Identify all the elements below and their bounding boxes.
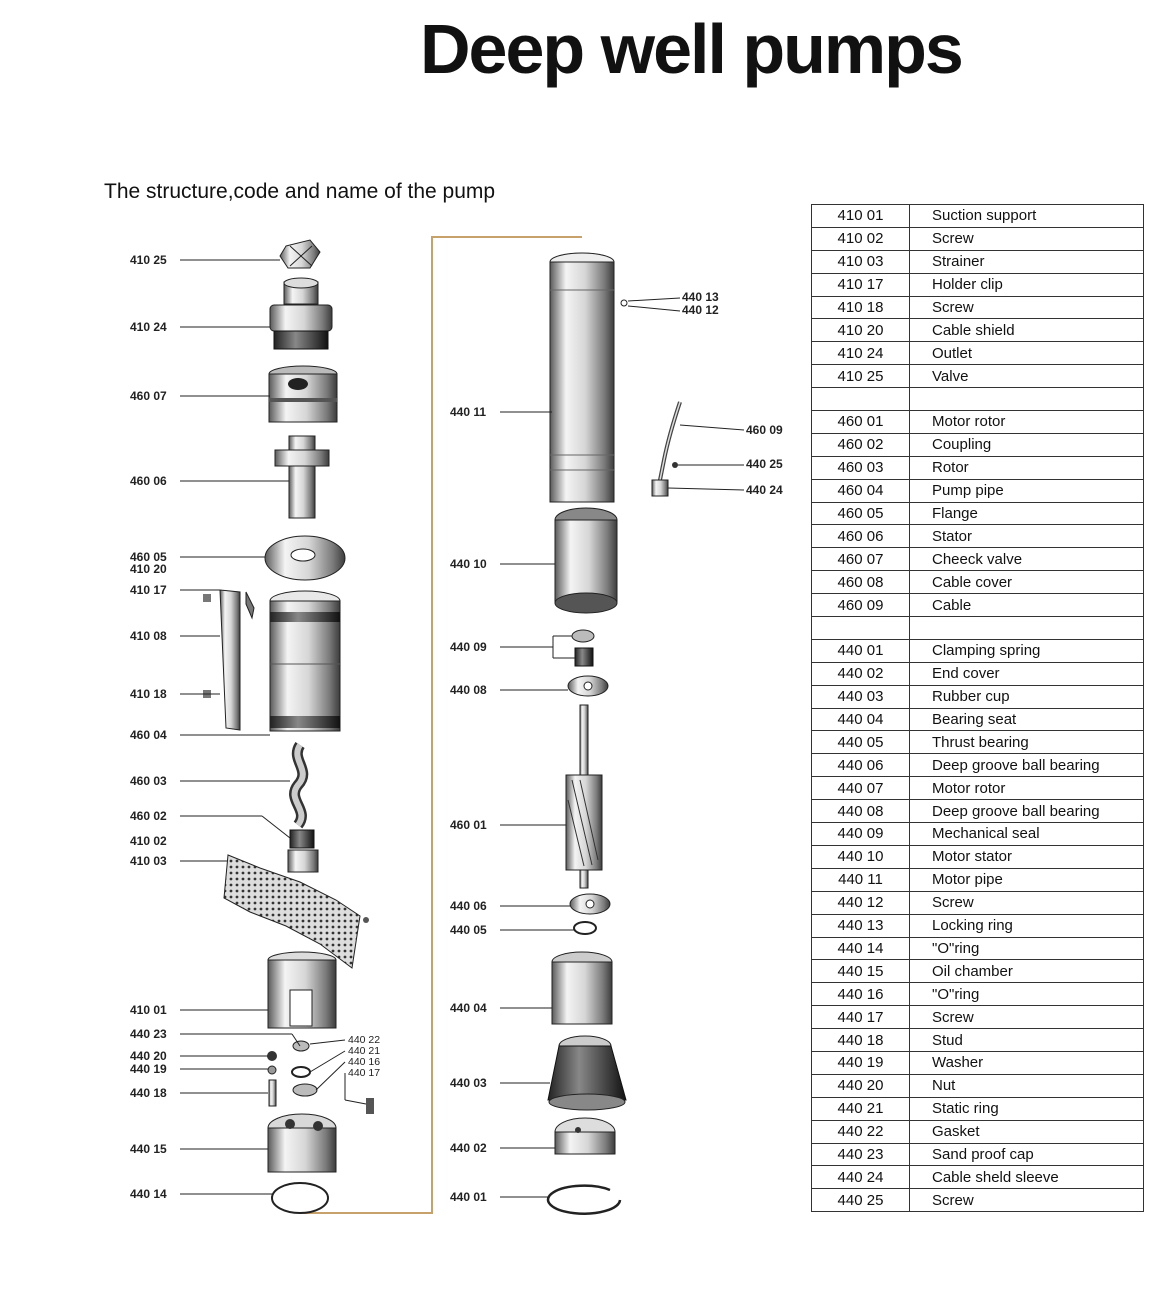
part-code: 460 01 bbox=[812, 411, 910, 434]
label-410-20: 410 20 bbox=[130, 562, 167, 576]
part-code: 440 24 bbox=[812, 1166, 910, 1189]
part-name: Screw bbox=[910, 1189, 1144, 1212]
label-460-01: 460 01 bbox=[450, 818, 487, 832]
label-440-15: 440 15 bbox=[130, 1142, 167, 1156]
part-code: 440 03 bbox=[812, 685, 910, 708]
part-code: 440 22 bbox=[812, 1120, 910, 1143]
cable-part bbox=[652, 402, 680, 496]
label-440-17: 440 17 bbox=[348, 1067, 381, 1079]
table-row bbox=[812, 731, 1144, 754]
part-name bbox=[910, 388, 1144, 411]
part-code: 440 08 bbox=[812, 800, 910, 823]
table-row bbox=[812, 914, 1144, 937]
part-name: Holder clip bbox=[910, 273, 1144, 296]
table-row bbox=[812, 571, 1144, 594]
table-row bbox=[812, 296, 1144, 319]
table-row bbox=[812, 319, 1144, 342]
part-name: Gasket bbox=[910, 1120, 1144, 1143]
part-name: "O"ring bbox=[910, 937, 1144, 960]
part-name: Thrust bearing bbox=[910, 731, 1144, 754]
label-460-05: 460 05 bbox=[130, 550, 167, 564]
part-name: "O"ring bbox=[910, 983, 1144, 1006]
table-row bbox=[812, 1166, 1144, 1189]
part-code: 440 19 bbox=[812, 1051, 910, 1074]
part-code: 440 09 bbox=[812, 823, 910, 846]
rubber-cup-part bbox=[548, 1036, 626, 1110]
table-row bbox=[812, 708, 1144, 731]
label-440-01: 440 01 bbox=[450, 1190, 487, 1204]
rotor-part bbox=[295, 745, 303, 825]
oil-chamber-part bbox=[268, 1114, 336, 1172]
part-code: 410 20 bbox=[812, 319, 910, 342]
label-460-07: 460 07 bbox=[130, 389, 167, 403]
table-row bbox=[812, 479, 1144, 502]
label-410-02: 410 02 bbox=[130, 834, 167, 848]
part-name: Cable cover bbox=[910, 571, 1144, 594]
label-410-18: 410 18 bbox=[130, 687, 167, 701]
part-code: 440 18 bbox=[812, 1029, 910, 1052]
part-code: 440 16 bbox=[812, 983, 910, 1006]
table-row bbox=[812, 639, 1144, 662]
valve-part bbox=[280, 240, 320, 268]
motor-pipe-part bbox=[550, 253, 627, 502]
part-name: Nut bbox=[910, 1074, 1144, 1097]
label-440-23: 440 23 bbox=[130, 1027, 167, 1041]
part-name: Screw bbox=[910, 227, 1144, 250]
part-code: 460 05 bbox=[812, 502, 910, 525]
page-title: Deep well pumps bbox=[420, 10, 962, 88]
part-name: Cheeck valve bbox=[910, 548, 1144, 571]
part-code bbox=[812, 388, 910, 411]
part-code: 460 04 bbox=[812, 479, 910, 502]
label-410-17: 410 17 bbox=[130, 583, 167, 597]
subtitle: The structure,code and name of the pump bbox=[104, 180, 496, 203]
part-name: Screw bbox=[910, 1006, 1144, 1029]
label-460-02: 460 02 bbox=[130, 809, 167, 823]
table-row bbox=[812, 250, 1144, 273]
assembly-connector-line bbox=[300, 237, 582, 1213]
part-code: 410 02 bbox=[812, 227, 910, 250]
part-code: 440 15 bbox=[812, 960, 910, 983]
table-row bbox=[812, 777, 1144, 800]
part-name: Cable bbox=[910, 594, 1144, 617]
table-row bbox=[812, 685, 1144, 708]
table-row bbox=[812, 1051, 1144, 1074]
label-440-04: 440 04 bbox=[450, 1001, 487, 1015]
suction-support-part bbox=[268, 952, 336, 1028]
part-name: Outlet bbox=[910, 342, 1144, 365]
label-460-09: 460 09 bbox=[746, 423, 783, 437]
part-name: Sand proof cap bbox=[910, 1143, 1144, 1166]
label-410-25: 410 25 bbox=[130, 253, 167, 267]
pump-pipe-part bbox=[270, 591, 340, 731]
label-460-04: 460 04 bbox=[130, 728, 167, 742]
part-name: Mechanical seal bbox=[910, 823, 1144, 846]
ball-bearing-upper-part bbox=[568, 676, 608, 696]
part-name: Valve bbox=[910, 365, 1144, 388]
part-code: 440 10 bbox=[812, 845, 910, 868]
table-row bbox=[812, 823, 1144, 846]
label-440-24: 440 24 bbox=[746, 483, 783, 497]
table-row bbox=[812, 1074, 1144, 1097]
part-code: 440 14 bbox=[812, 937, 910, 960]
mechanical-seal-part bbox=[572, 630, 594, 666]
label-440-06: 440 06 bbox=[450, 899, 487, 913]
part-name: Locking ring bbox=[910, 914, 1144, 937]
table-row bbox=[812, 548, 1144, 571]
part-name: Motor stator bbox=[910, 845, 1144, 868]
part-name: Screw bbox=[910, 891, 1144, 914]
part-code: 440 11 bbox=[812, 868, 910, 891]
part-code: 410 25 bbox=[812, 365, 910, 388]
part-code: 410 18 bbox=[812, 296, 910, 319]
label-460-06: 460 06 bbox=[130, 474, 167, 488]
label-440-02: 440 02 bbox=[450, 1141, 487, 1155]
table-row bbox=[812, 800, 1144, 823]
label-440-20: 440 20 bbox=[130, 1049, 167, 1063]
label-440-16: 440 16 bbox=[348, 1056, 381, 1068]
part-name: Stud bbox=[910, 1029, 1144, 1052]
table-row bbox=[812, 891, 1144, 914]
table-row bbox=[812, 937, 1144, 960]
part-code: 440 25 bbox=[812, 1189, 910, 1212]
part-code: 440 17 bbox=[812, 1006, 910, 1029]
label-440-09: 440 09 bbox=[450, 640, 487, 654]
part-name: Screw bbox=[910, 296, 1144, 319]
outlet-part bbox=[270, 278, 332, 349]
flange-part bbox=[265, 536, 345, 580]
label-440-12: 440 12 bbox=[682, 303, 719, 317]
part-name: Clamping spring bbox=[910, 639, 1144, 662]
table-row bbox=[812, 227, 1144, 250]
table-row bbox=[812, 273, 1144, 296]
part-code: 460 03 bbox=[812, 456, 910, 479]
part-name: Stator bbox=[910, 525, 1144, 548]
table-row bbox=[812, 754, 1144, 777]
part-name: Pump pipe bbox=[910, 479, 1144, 502]
label-440-03: 440 03 bbox=[450, 1076, 487, 1090]
part-name: Flange bbox=[910, 502, 1144, 525]
table-row bbox=[812, 525, 1144, 548]
part-code: 440 06 bbox=[812, 754, 910, 777]
part-code: 440 07 bbox=[812, 777, 910, 800]
table-row bbox=[812, 1120, 1144, 1143]
label-440-11: 440 11 bbox=[450, 405, 487, 419]
table-row bbox=[812, 617, 1144, 640]
label-410-03: 410 03 bbox=[130, 854, 167, 868]
label-440-14: 440 14 bbox=[130, 1187, 167, 1201]
table-row bbox=[812, 868, 1144, 891]
table-row bbox=[812, 1097, 1144, 1120]
part-code: 460 02 bbox=[812, 433, 910, 456]
label-440-22: 440 22 bbox=[348, 1034, 381, 1046]
check-valve-part bbox=[269, 366, 337, 422]
part-code: 440 20 bbox=[812, 1074, 910, 1097]
table-row bbox=[812, 1006, 1144, 1029]
part-code: 410 17 bbox=[812, 273, 910, 296]
part-name: End cover bbox=[910, 662, 1144, 685]
table-row bbox=[812, 411, 1144, 434]
label-440-08: 440 08 bbox=[450, 683, 487, 697]
table-row bbox=[812, 1143, 1144, 1166]
table-row bbox=[812, 365, 1144, 388]
part-code: 410 01 bbox=[812, 205, 910, 228]
table-row bbox=[812, 960, 1144, 983]
part-code: 460 08 bbox=[812, 571, 910, 594]
part-name bbox=[910, 617, 1144, 640]
label-410-08: 410 08 bbox=[130, 629, 167, 643]
part-code: 460 09 bbox=[812, 594, 910, 617]
label-440-25: 440 25 bbox=[746, 457, 783, 471]
end-cover-part bbox=[555, 1118, 615, 1154]
label-440-10: 440 10 bbox=[450, 557, 487, 571]
part-code bbox=[812, 617, 910, 640]
left-labels bbox=[130, 253, 380, 1201]
part-name: Deep groove ball bearing bbox=[910, 800, 1144, 823]
part-name: Cable shield bbox=[910, 319, 1144, 342]
label-440-19: 440 19 bbox=[130, 1062, 167, 1076]
cable-shield-part bbox=[203, 590, 254, 730]
part-name: Oil chamber bbox=[910, 960, 1144, 983]
table-row bbox=[812, 983, 1144, 1006]
part-code: 440 04 bbox=[812, 708, 910, 731]
part-code: 460 06 bbox=[812, 525, 910, 548]
part-code: 440 23 bbox=[812, 1143, 910, 1166]
part-code: 440 13 bbox=[812, 914, 910, 937]
part-code: 440 21 bbox=[812, 1097, 910, 1120]
part-name: Washer bbox=[910, 1051, 1144, 1074]
part-name: Strainer bbox=[910, 250, 1144, 273]
table-row bbox=[812, 1189, 1144, 1212]
label-410-01: 410 01 bbox=[130, 1003, 167, 1017]
thrust-bearing-part bbox=[574, 922, 596, 934]
table-row bbox=[812, 662, 1144, 685]
table-row bbox=[812, 433, 1144, 456]
part-name: Motor pipe bbox=[910, 868, 1144, 891]
parts-code-table bbox=[811, 204, 1144, 1212]
part-code: 440 01 bbox=[812, 639, 910, 662]
part-code: 440 12 bbox=[812, 891, 910, 914]
motor-stator-part bbox=[555, 508, 617, 613]
part-code: 460 07 bbox=[812, 548, 910, 571]
part-code: 440 02 bbox=[812, 662, 910, 685]
table-row bbox=[812, 502, 1144, 525]
part-name: Bearing seat bbox=[910, 708, 1144, 731]
label-460-03: 460 03 bbox=[130, 774, 167, 788]
table-row bbox=[812, 456, 1144, 479]
part-name: Coupling bbox=[910, 433, 1144, 456]
part-name: Motor rotor bbox=[910, 411, 1144, 434]
o-ring-part bbox=[272, 1183, 328, 1213]
coupling-part bbox=[288, 830, 318, 872]
motor-rotor-part bbox=[566, 705, 602, 888]
table-row bbox=[812, 594, 1144, 617]
part-name: Static ring bbox=[910, 1097, 1144, 1120]
bearing-seat-part bbox=[552, 952, 612, 1024]
label-440-21: 440 21 bbox=[348, 1045, 381, 1057]
table-row bbox=[812, 342, 1144, 365]
label-440-05: 440 05 bbox=[450, 923, 487, 937]
clamping-spring-part bbox=[548, 1186, 620, 1214]
table-row bbox=[812, 845, 1144, 868]
part-code: 440 05 bbox=[812, 731, 910, 754]
part-name: Deep groove ball bearing bbox=[910, 754, 1144, 777]
label-410-24: 410 24 bbox=[130, 320, 167, 334]
part-code: 410 03 bbox=[812, 250, 910, 273]
label-440-13: 440 13 bbox=[682, 290, 719, 304]
part-name: Cable sheld sleeve bbox=[910, 1166, 1144, 1189]
part-name: Rotor bbox=[910, 456, 1144, 479]
part-name: Motor rotor bbox=[910, 777, 1144, 800]
table-row bbox=[812, 388, 1144, 411]
part-name: Rubber cup bbox=[910, 685, 1144, 708]
stator-part bbox=[275, 436, 329, 518]
table-row bbox=[812, 205, 1144, 228]
part-name: Suction support bbox=[910, 205, 1144, 228]
ball-bearing-lower-part bbox=[570, 894, 610, 914]
table-row bbox=[812, 1029, 1144, 1052]
label-440-18: 440 18 bbox=[130, 1086, 167, 1100]
part-code: 410 24 bbox=[812, 342, 910, 365]
